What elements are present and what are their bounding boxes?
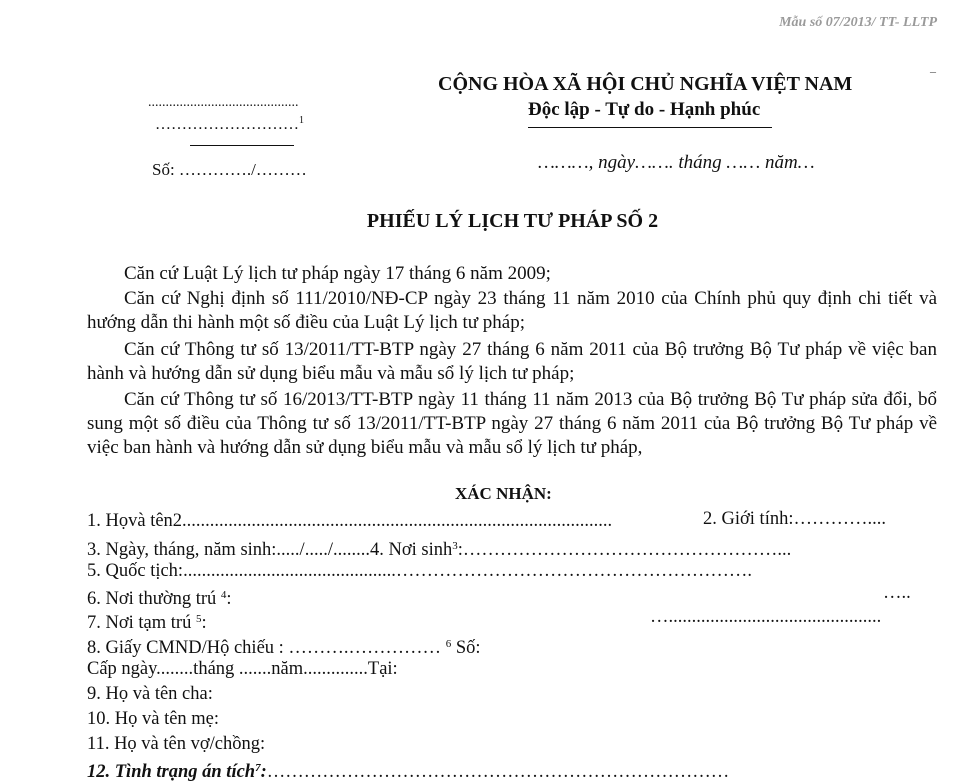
field-nationality: 5. Quốc tịch:..............................................…………………………………………………. [87,561,752,581]
field-gender: 2. Giới tính:………….... [703,509,886,529]
field-temporary-colon: : [201,613,207,633]
field-permanent-colon: : [226,589,232,609]
field-id-label: 8. Giấy CMND/Hộ chiếu : ……….…………… [87,638,446,658]
preamble-paragraph-2 [87,287,937,335]
field-temporary-label: 7. Nơi tạm trú [87,613,196,633]
date-line: ………, ngày……. tháng …… năm… [538,152,815,173]
field-mother-name: 10. Họ và tên mẹ: [87,709,220,729]
field-full-name: 1. Họvà tên2............................................................................................. [87,511,613,531]
field-temporary-dots: ….............................................. [650,607,882,627]
document-number: Số: …………./……… [152,160,307,179]
nation-title: CỘNG HÒA XÃ HỘI CHỦ NGHĨA VIỆT NAM [438,73,853,95]
field-criminal-record-dots: ………………………………………………………………… [266,762,730,782]
field-id-issue: Cấp ngày........tháng .......năm..............Tại: [87,659,398,679]
field-birthplace-label: 4. Nơi sinh [369,540,453,560]
page-title: PHIẾU LÝ LỊCH TƯ PHÁP SỐ 2 [366,210,659,232]
footnote-ref-5: 5 [195,613,202,625]
field-birth-date: 3. Ngày, tháng, năm sinh:...../...../........ [87,540,370,560]
field-permanent-dots: ….. [883,583,911,603]
field-birth [87,534,917,562]
field-father-name: 9. Họ và tên cha: [87,684,213,704]
field-criminal-record [87,756,917,784]
footnote-ref-6: 6 [445,638,452,650]
footnote-ref-3: 3 [452,540,458,552]
corner-mark: – [930,64,936,78]
field-criminal-record-label: 12. Tình trạng án tích [87,762,256,782]
field-permanent-label: 6. Nơi thường trú [87,589,221,609]
preamble-paragraph-4 [87,388,937,460]
footnote-ref-7: 7 [255,762,261,774]
field-spouse-name: 11. Họ và tên vợ/chồng: [87,734,266,754]
issuing-org-line2 [155,115,304,134]
motto-underline [528,127,772,128]
form-number: Mẫu số 07/2013/ TT- LLTP [779,15,937,30]
field-birthplace-value: :……………………………………………... [457,540,792,560]
preamble-text: Căn cứ Thông tư số 16/2013/TT-BTP ngày 11 tháng 11 năm 2013 của Bộ trưởng Bộ Tư pháp sửa đổi, bổ sung một số điều của Thông tư số 13/2011/TT-BTP ngày 27 tháng 6 năm 2011 của Bộ trưởng Bộ Tư pháp về việc ban hành và hướng dẫn sử dụng biểu mẫu và mẫu sổ lý lịch tư pháp, [87,389,937,458]
confirm-heading: XÁC NHẬN: [455,484,552,503]
field-id-document [87,632,917,660]
motto: Độc lập - Tự do - Hạnh phúc [528,99,761,120]
preamble-paragraph-1 [87,262,937,286]
field-id-number-label: Số: [451,638,481,658]
footnote-ref-4: 4 [220,589,227,601]
preamble-text: Căn cứ Luật Lý lịch tư pháp ngày 17 tháng 6 năm 2009; [124,263,551,284]
preamble-text: Căn cứ Nghị định số 111/2010/NĐ-CP ngày 23 tháng 11 năm 2010 của Chính phủ quy định chi tiết và hướng dẫn thi hành một số điều của Luật Lý lịch tư pháp; [87,288,937,333]
org-underline [190,145,294,146]
issuing-org-dots: ……………………… [155,116,299,133]
footnote-ref-1: 1 [299,115,304,126]
preamble-paragraph-3 [87,338,937,386]
issuing-org-line1: ........................................... [148,95,299,110]
preamble-text: Căn cứ Thông tư số 13/2011/TT-BTP ngày 27 tháng 6 năm 2011 của Bộ trưởng Bộ Tư pháp về việc ban hành và hướng dẫn sử dụng biểu mẫu và mẫu sổ lý lịch tư pháp; [87,339,937,384]
field-criminal-record-colon: : [260,762,267,782]
